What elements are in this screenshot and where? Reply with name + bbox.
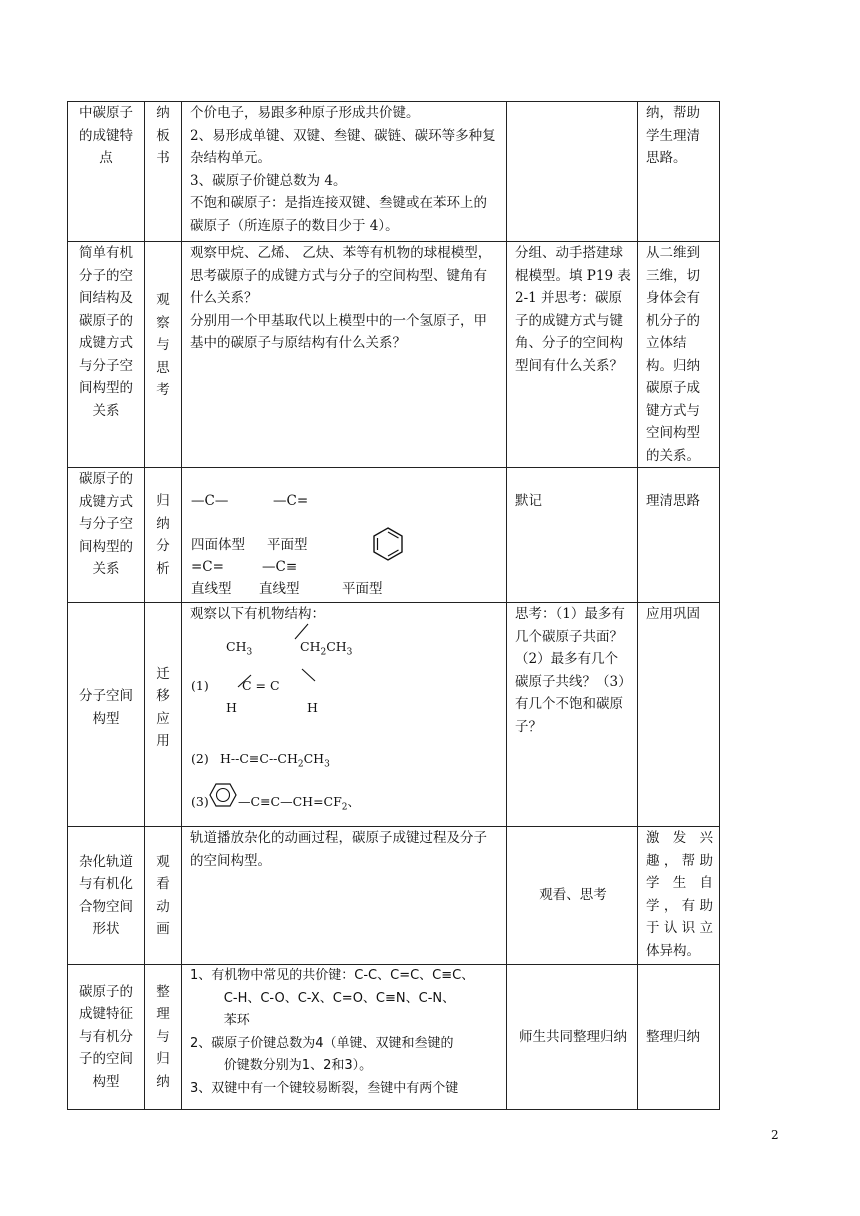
content-line: 2、碳原子价键总数为4（单键、双键和叁键的 (190, 1035, 454, 1051)
topic-text: 简单有机分子的空间结构及碳原子的成键方式与分子空间构型的关系 (79, 245, 133, 419)
content-cell (182, 827, 507, 965)
design-intent-cell (638, 468, 720, 603)
content-line: 3、碳原子价键总数为 4。 (190, 172, 347, 189)
bond-double-formula: —C= (273, 493, 309, 509)
student-activity-cell (507, 827, 638, 965)
structures-intro: 观察以下有机物结构： (190, 606, 325, 622)
design-intent-cell (638, 603, 720, 827)
page-number: 2 (771, 1128, 779, 1142)
benzene-ring-icon (208, 781, 238, 809)
student-activity-cell (507, 603, 638, 827)
shape-planar-label: 平面型 (267, 537, 308, 553)
table-row (68, 827, 720, 965)
design-intent-cell (638, 965, 720, 1110)
content-line: 1、有机物中常见的共价键：C-C、C=C、C≡C、 (190, 968, 475, 983)
student-text: 默记 (515, 493, 542, 509)
benzene-ring-icon (370, 526, 406, 562)
topic-text: 中碳原子的成键特点 (79, 105, 133, 166)
table-row (68, 603, 720, 827)
method-cell (145, 242, 182, 468)
topic-cell (68, 603, 145, 827)
method-cell (145, 468, 182, 603)
table-row (68, 242, 720, 468)
bond-triple-formula: —C≡ (262, 559, 298, 575)
molecule-1-h-left: H (226, 700, 237, 715)
topic-text: 碳原子的成键方式与分子空间构型的关系 (79, 471, 133, 577)
content-cell (182, 242, 507, 468)
bond-cumulated-formula: =C= (191, 559, 224, 575)
molecule-1-h-right: H (307, 700, 318, 715)
content-line: 3、双键中有一个键较易断裂，叁键中有两个键 (190, 1080, 459, 1096)
table-row (68, 102, 720, 242)
shape-planar-label: 平面型 (342, 581, 383, 597)
topic-text: 碳原子的成键特征与有机分子的空间构型 (79, 983, 133, 1090)
method-text: 整理与归纳 (156, 983, 170, 1090)
topic-cell (68, 965, 145, 1110)
intent-text: 整理归纳 (646, 1028, 700, 1045)
method-text: 归纳分析 (156, 493, 170, 577)
molecule-3-formula: $—C\equiv C—CH=CF_2$、 (238, 794, 361, 813)
intent-text: 激发兴趣，帮助学生自学，有助于认识立体异构。 (646, 830, 713, 959)
intent-text: 从二维到三维，切身体会有机分子的立体结构。归纳碳原子成键方式与空间构型的关系。 (646, 245, 700, 464)
content-cell (182, 102, 507, 242)
method-text: 观看动画 (156, 853, 170, 937)
student-activity-cell (507, 965, 638, 1110)
method-cell (145, 827, 182, 965)
student-text: 分组、动手搭建球棍模型。填 P19 表 2-1 并思考：碳原子的成键方式与键角、分子的空间构型间有什么关系？ (515, 245, 631, 374)
content-line: 不饱和碳原子：是指连接双键、叁键或在苯环上的碳原子（所连原子的数目少于 4）。 (190, 195, 487, 234)
topic-cell (68, 242, 145, 468)
intent-text: 应用巩固 (646, 606, 700, 622)
topic-text: 杂化轨道与有机化合物空间形状 (79, 853, 133, 937)
molecule-1-double-bond: C = C (242, 678, 280, 693)
content-line: 2、易形成单键、双键、叁键、碳链、碳环等多种复杂结构单元。 (190, 127, 496, 166)
topic-cell (68, 468, 145, 603)
bond-shape-diagram (182, 468, 506, 601)
table-row (68, 468, 720, 603)
method-text: 观察与思考 (156, 292, 170, 399)
method-cell (145, 965, 182, 1110)
content-line: 分别用一个甲基取代以上模型中的一个氢原子，甲基中的碳原子与原结构有什么关系？ (190, 312, 487, 351)
molecule-1-ch2ch3: $CH_2CH_3$ (300, 639, 353, 658)
student-text: 观看、思考 (539, 887, 607, 904)
student-text: 思考：（1）最多有几个碳原子共面？（2）最多有几个碳原子共线？（3）有几个不饱和碳原子？ (515, 606, 625, 735)
bond-line-icon (292, 621, 312, 641)
molecule-2-label: (2) (191, 751, 209, 766)
content-line: 苯环 (223, 1013, 250, 1028)
shape-tetrahedral-label: 四面体型 (191, 537, 245, 553)
student-activity-cell (507, 102, 638, 242)
content-cell (182, 965, 507, 1110)
bond-single-formula: —C— (191, 493, 229, 509)
lesson-plan-table (67, 101, 720, 1110)
content-line: C-H、C-O、C-X、C=O、C≡N、C-N、 (223, 990, 456, 1006)
student-text: 师生共同整理归纳 (519, 1028, 627, 1045)
content-line: 轨道播放杂化的动画过程，碳原子成键过程及分子的空间构型。 (190, 830, 487, 869)
design-intent-cell (638, 242, 720, 468)
bond-line-icon (300, 667, 318, 683)
molecule-structures (182, 603, 506, 825)
intent-text: 理清思路 (646, 493, 700, 509)
table-row (68, 965, 720, 1110)
shape-linear-label: 直线型 (191, 581, 232, 597)
intent-text: 纳，帮助学生理清思路。 (646, 105, 700, 166)
design-intent-cell (638, 827, 720, 965)
molecule-1-ch3: $CH_3$ (226, 639, 253, 658)
content-line: 观察甲烷、乙烯、 乙炔、苯等有机物的球棍模型，思考碳原子的成键方式与分子的空间构型、键角有什么关系？ (190, 245, 492, 306)
design-intent-cell (638, 102, 720, 242)
topic-cell (68, 827, 145, 965)
content-line: 价键数分别为1、2和3）。 (223, 1058, 373, 1073)
molecule-1-label: (1) (191, 678, 209, 693)
method-text: 迁移应用 (156, 665, 170, 749)
method-cell (145, 603, 182, 827)
topic-text: 分子空间构型 (79, 688, 133, 727)
shape-linear-label: 直线型 (259, 581, 300, 597)
method-text: 纳板书 (156, 105, 170, 166)
student-activity-cell (507, 468, 638, 603)
topic-cell (68, 102, 145, 242)
student-activity-cell (507, 242, 638, 468)
content-cell (182, 603, 507, 827)
molecule-2-formula: $H--C\equiv C--CH_2CH_3$ (220, 751, 330, 770)
content-cell (182, 468, 507, 603)
molecule-3-label: (3) (191, 794, 209, 809)
content-line: 个价电子，易跟多种原子形成共价键。 (190, 105, 420, 121)
method-cell (145, 102, 182, 242)
